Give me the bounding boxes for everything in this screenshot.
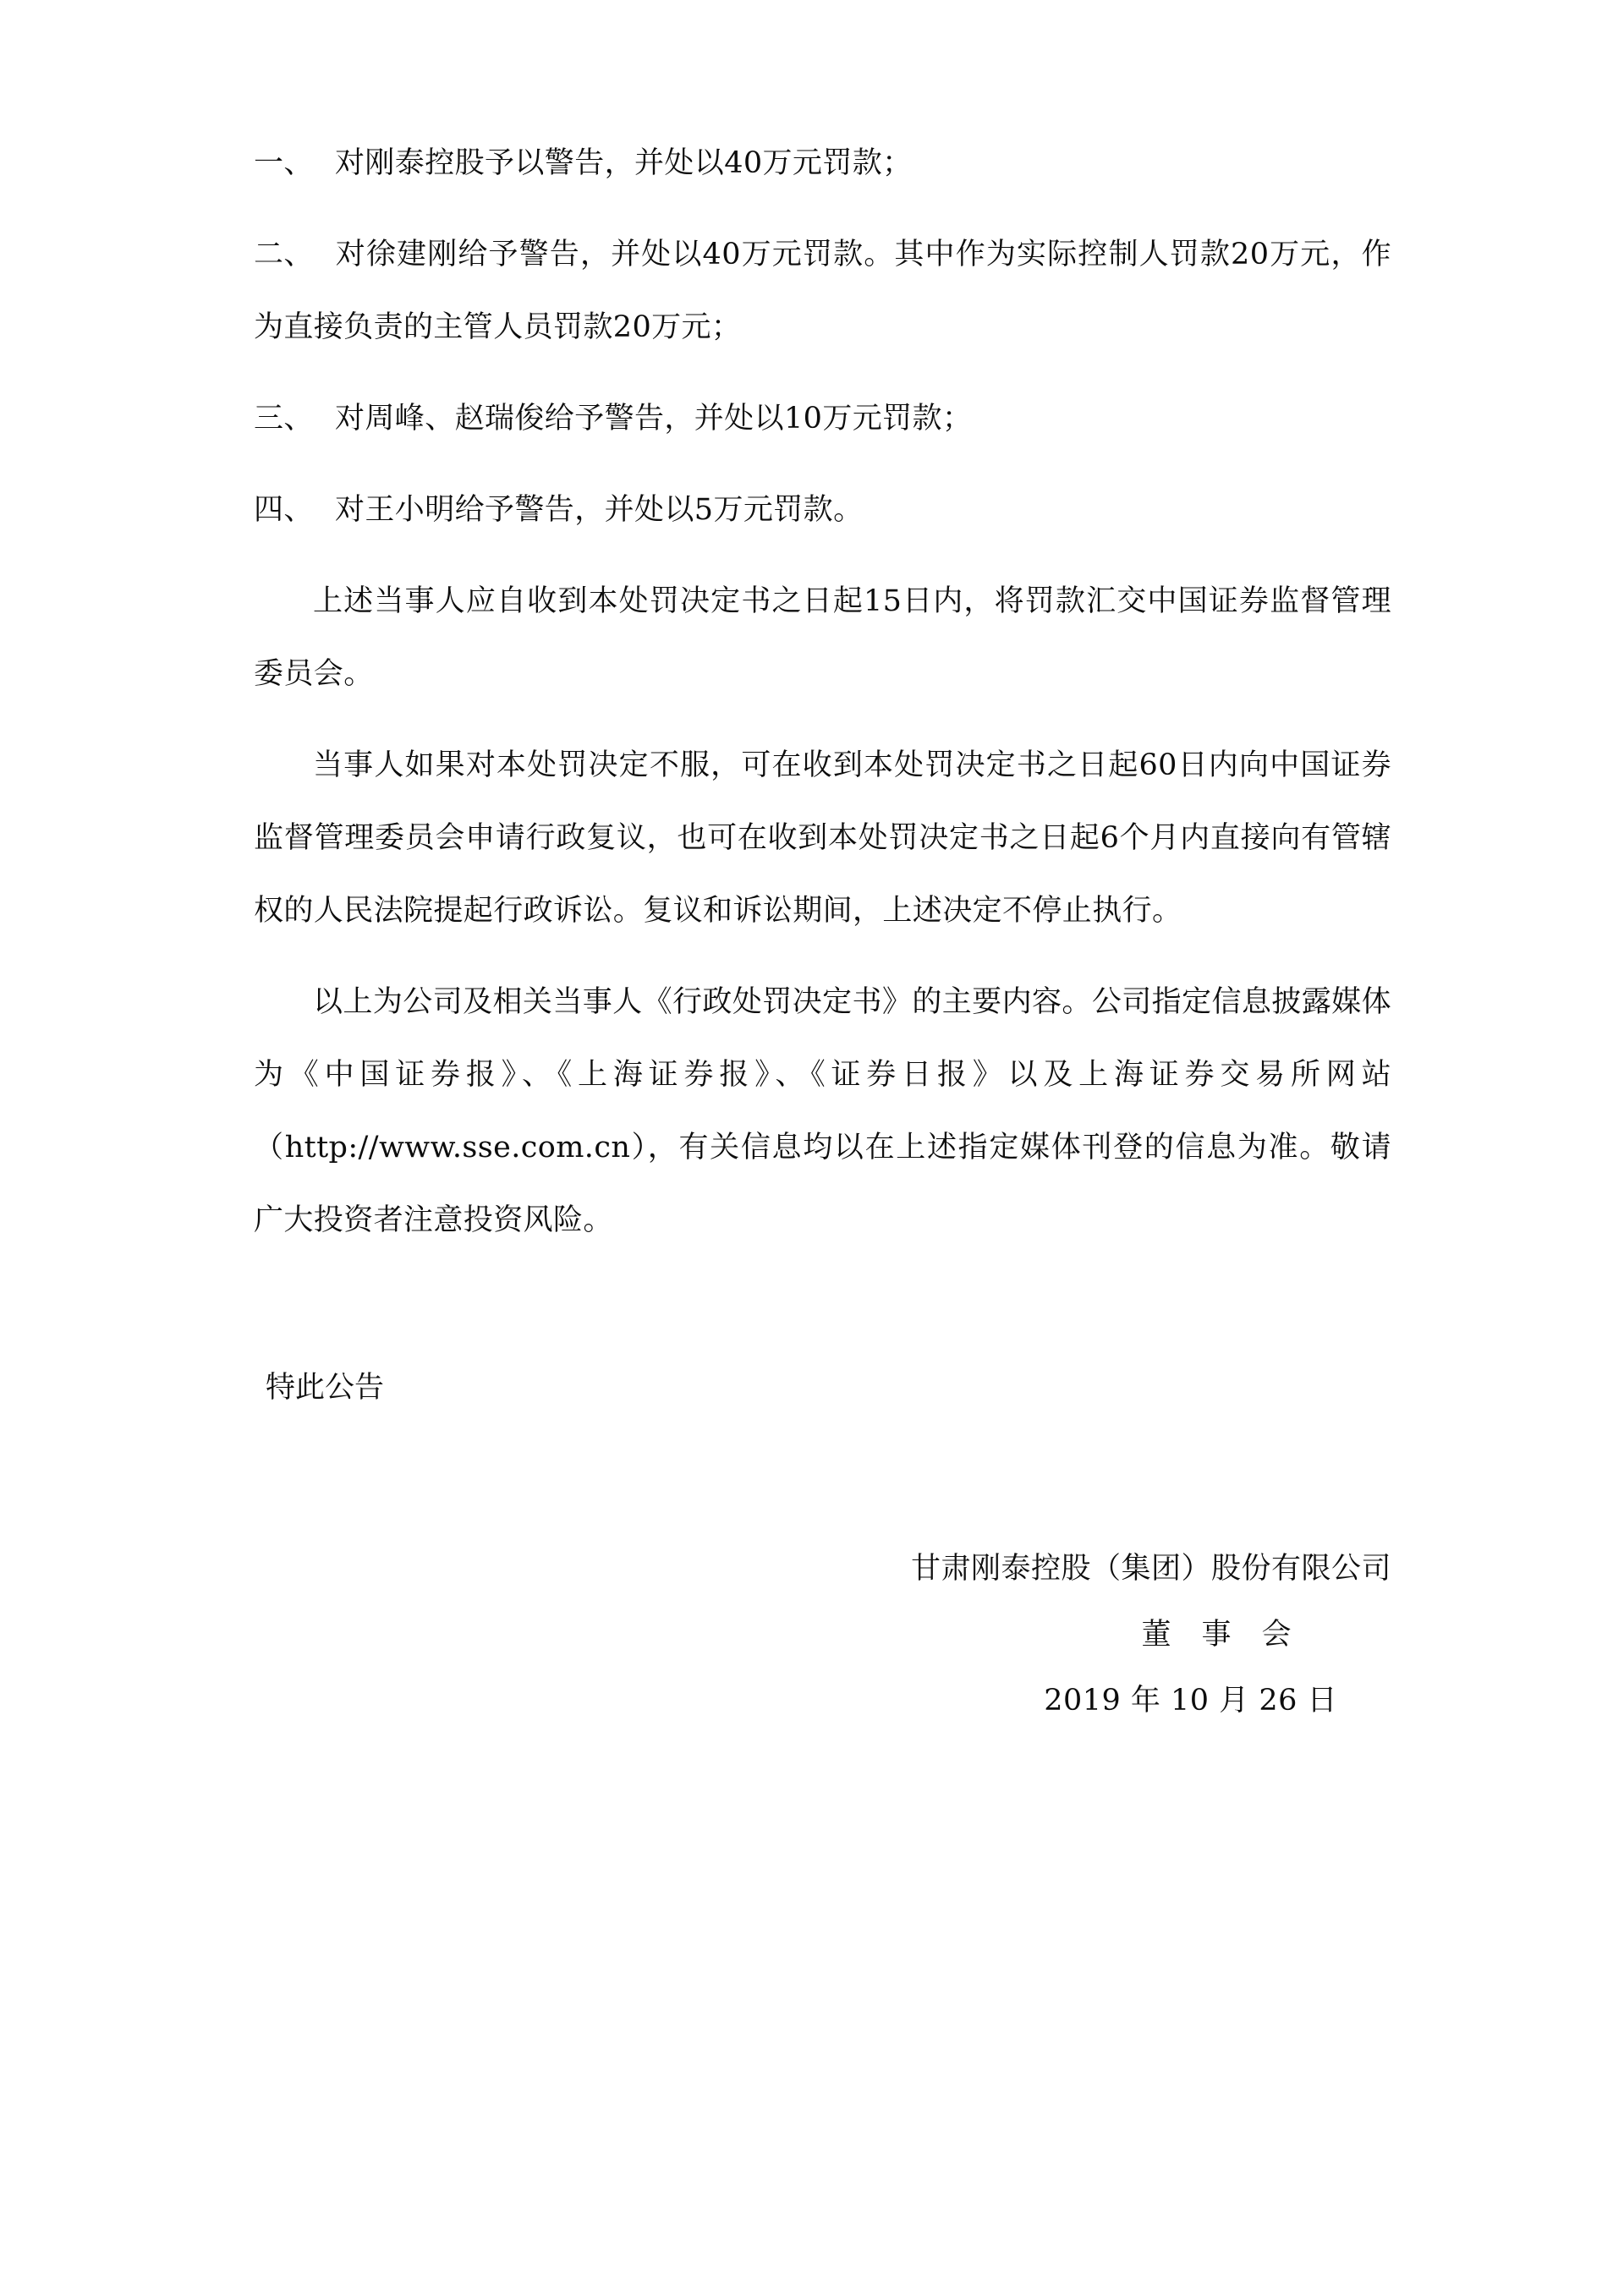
penalty-item-4-text: 对王小明给予警告，并处以5万元罚款。	[335, 493, 864, 527]
penalty-item-4-number: 四、	[254, 493, 314, 527]
penalty-item-1-text: 对刚泰控股予以警告，并处以40万元罚款；	[335, 146, 913, 180]
announcement-notice: 特此公告	[266, 1371, 385, 1405]
penalty-item-2-text: 对徐建刚给予警告，并处以40万元罚款。其中作为实际控制人罚款20万元，作为直接负责的主管人员罚款20万元；	[254, 238, 1391, 344]
spacer-3	[254, 1326, 1391, 1351]
document-content	[254, 127, 1391, 1734]
signature-block	[254, 1536, 1391, 1734]
spacer-6	[254, 1475, 1391, 1500]
penalty-item-1	[254, 127, 1391, 200]
company-name: 甘肃刚泰控股（集团）股份有限公司	[910, 1552, 1391, 1586]
penalty-item-2-number: 二、	[254, 238, 314, 271]
penalty-item-4	[254, 474, 1391, 546]
penalty-item-3	[254, 382, 1391, 455]
penalty-item-1-number: 一、	[254, 146, 314, 180]
spacer-2	[254, 1301, 1391, 1326]
spacer	[254, 1275, 1391, 1301]
board-of-directors: 董 事 会	[1141, 1618, 1292, 1652]
announcement-date: 2019 年 10 月 26 日	[1044, 1684, 1337, 1718]
disclosure-media-paragraph: 以上为公司及相关当事人《行政处罚决定书》的主要内容。公司指定信息披露媒体为《中国证券报》、《上海证券报》、《证券日报》以及上海证券交易所网站（http://www.sse.com.cn），有关信息均以在上述指定媒体刊登的信息为准。敬请广大投资者注意投资风险。	[254, 985, 1391, 1237]
spacer-4	[254, 1424, 1391, 1449]
payment-deadline-paragraph: 上述当事人应自收到本处罚决定书之日起15日内，将罚款汇交中国证券监督管理委员会。	[254, 584, 1391, 691]
spacer-7	[254, 1500, 1391, 1526]
penalty-item-3-text: 对周峰、赵瑞俊给予警告，并处以10万元罚款；	[335, 402, 973, 436]
spacer-5	[254, 1449, 1391, 1475]
administrative-review-paragraph: 当事人如果对本处罚决定不服，可在收到本处罚决定书之日起60日内向中国证券监督管理委员会申请行政复议，也可在收到本处罚决定书之日起6个月内直接向有管辖权的人民法院提起行政诉讼。复议和诉讼期间，上述决定不停止执行。	[254, 748, 1391, 928]
penalty-item-3-number: 三、	[254, 402, 314, 436]
penalty-item-2	[254, 218, 1391, 364]
